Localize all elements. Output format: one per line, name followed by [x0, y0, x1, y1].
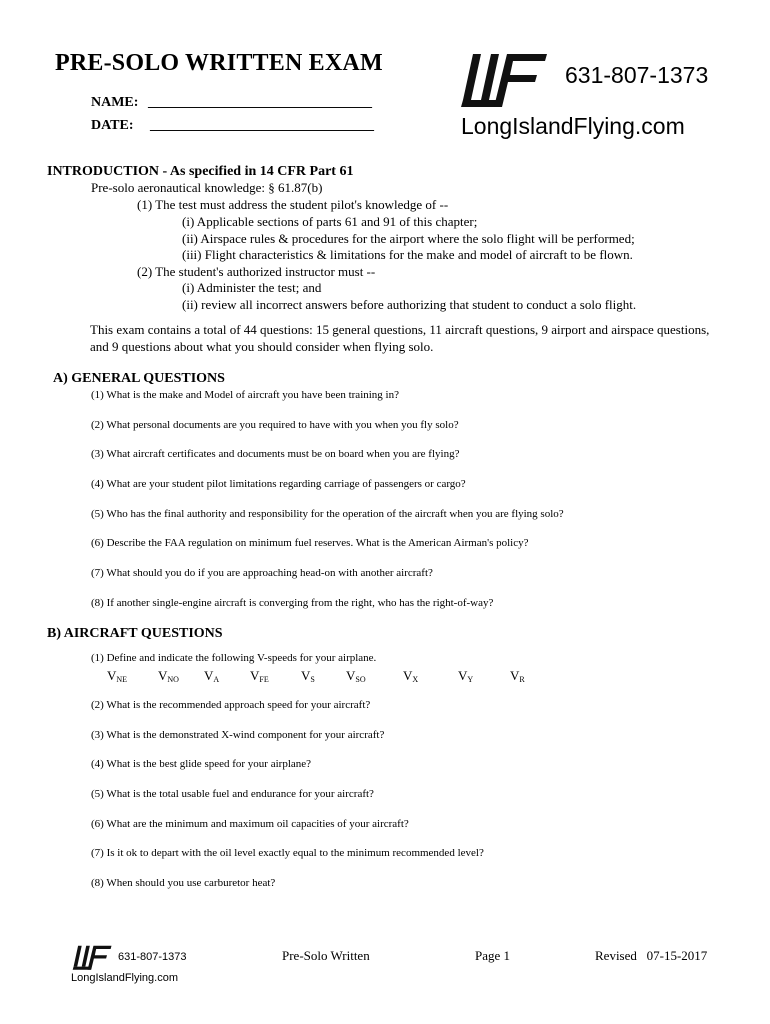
vspeed-r: $V_R$	[510, 668, 525, 684]
intro-line: (iii) Flight characteristics & limitations for the make and model of aircraft to be flown.	[182, 247, 633, 262]
vspeed-no: $V_{NO}$	[158, 668, 179, 684]
date-field[interactable]	[91, 118, 374, 134]
vspeed-y: $V_Y$	[458, 668, 474, 684]
header-phone: 631-807-1373	[565, 62, 709, 88]
intro-line: (ii) Airspace rules & procedures for the airport where the solo flight will be performed;	[182, 231, 635, 246]
page-title: PRE-SOLO WRITTEN EXAM	[55, 50, 383, 76]
date-blank-line[interactable]: ________________________________	[150, 118, 375, 133]
question-item: (8) When should you use carburetor heat?	[91, 877, 276, 889]
intro-line: (2) The student's authorized instructor must --	[137, 264, 376, 279]
question-item: (5) What is the total usable fuel and endurance for your aircraft?	[91, 788, 374, 800]
question-item: (7) Is it ok to depart with the oil level exactly equal to the minimum recommended level?	[91, 847, 484, 859]
intro-line: Pre-solo aeronautical knowledge: § 61.87(b)	[91, 180, 323, 195]
intro-line: (ii) review all incorrect answers before authorizing that student to conduct a solo flight.	[182, 297, 637, 312]
question-item: (3) What aircraft certificates and documents must be on board when you are flying?	[91, 448, 460, 460]
intro-summary: This exam contains a total of 44 questions: 15 general questions, 11 aircraft questions, 9 airport and airspace questions, and 9 questions about what you should consider when flying solo.	[90, 322, 710, 354]
general-questions-heading: A) GENERAL QUESTIONS	[53, 371, 225, 386]
question-item: (2) What is the recommended approach speed for your aircraft?	[91, 699, 371, 711]
lif-logo-mark	[461, 50, 551, 112]
question-item: (3) What is the demonstrated X-wind component for your aircraft?	[91, 729, 385, 741]
intro-line: (1) The test must address the student pilot's knowledge of --	[137, 197, 449, 212]
question-item: (6) What are the minimum and maximum oil capacities of your aircraft?	[91, 818, 409, 830]
aircraft-questions-heading: B) AIRCRAFT QUESTIONS	[47, 626, 223, 641]
question-item: (2) What personal documents are you required to have with you when you fly solo?	[91, 419, 459, 431]
vspeed-x: $V_X$	[403, 668, 419, 684]
question-item: (7) What should you do if you are approaching head-on with another aircraft?	[91, 567, 433, 579]
question-item: (4) What are your student pilot limitations regarding carriage of passengers or cargo?	[91, 478, 466, 490]
question-item: (8) If another single-engine aircraft is converging from the right, who has the right-of-way?	[91, 597, 494, 609]
footer-doc-name: Pre-Solo Written	[282, 948, 370, 963]
footer-phone: 631-807-1373	[118, 951, 187, 963]
question-item: (1) What is the make and Model of aircraft you have been training in?	[91, 389, 399, 401]
vspeed-fe: $V_{FE}$	[250, 668, 269, 684]
header-website: LongIslandFlying.com	[461, 113, 685, 139]
intro-line: (i) Applicable sections of parts 61 and 91 of this chapter;	[182, 214, 478, 229]
vspeed-a: $V_A$	[204, 668, 220, 684]
footer-lif-logo-mark	[71, 944, 115, 972]
date-label: DATE:	[91, 118, 134, 133]
name-blank-line[interactable]: ________________________________	[147, 95, 372, 110]
question-item: (4) What is the best glide speed for your airplane?	[91, 758, 312, 770]
intro-heading: INTRODUCTION - As specified in 14 CFR Part 61	[47, 164, 354, 179]
footer-page-number: Page 1	[475, 948, 511, 963]
name-field[interactable]	[91, 95, 372, 111]
question-item: (1) Define and indicate the following V-speeds for your airplane.	[91, 652, 377, 664]
footer-revised-date: Revised 07-15-2017	[595, 948, 708, 963]
vspeed-so: $V_{SO}$	[346, 668, 366, 684]
question-item: (5) Who has the final authority and responsibility for the operation of the aircraft when you are flying solo?	[91, 508, 564, 520]
intro-line: (i) Administer the test; and	[182, 280, 322, 295]
question-item: (6) Describe the FAA regulation on minimum fuel reserves. What is the American Airman's policy?	[91, 537, 529, 549]
footer-website: LongIslandFlying.com	[71, 972, 179, 984]
vspeed-s: $V_S$	[301, 668, 315, 684]
vspeed-ne: $V_{NE}$	[107, 668, 128, 684]
name-label: NAME:	[91, 95, 139, 110]
